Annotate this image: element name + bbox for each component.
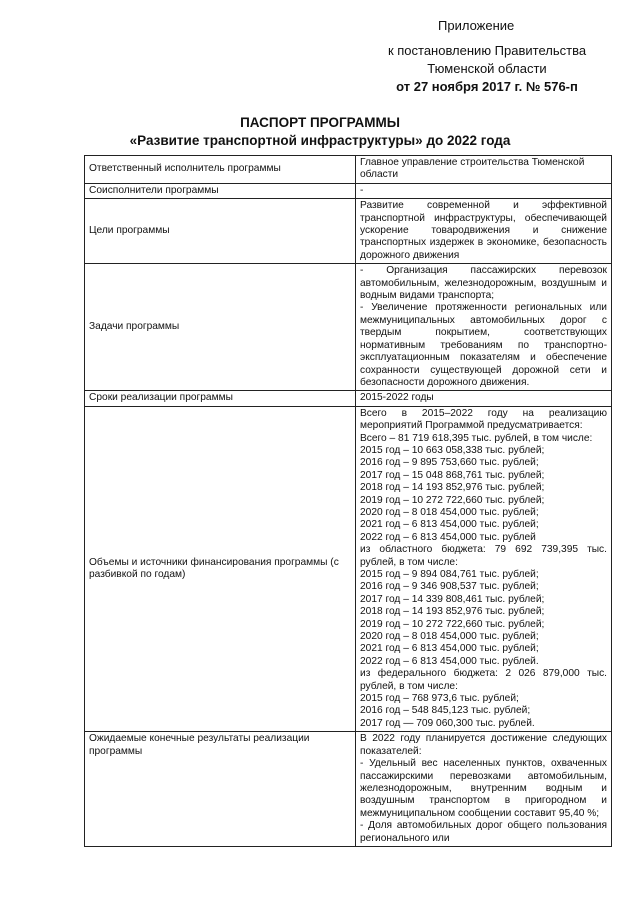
federal-year-line: 2015 год – 768 973,6 тыс. рублей; xyxy=(360,693,519,705)
period-label: Сроки реализации программы xyxy=(85,391,356,406)
executor-label: Ответственный исполнитель программы xyxy=(85,156,356,184)
regional-year-line: 2022 год – 6 813 454,000 тыс. рублей. xyxy=(360,655,539,667)
title-line-2: «Развитие транспортной инфраструктуры» до 2022 года xyxy=(129,133,511,148)
tasks-value xyxy=(356,264,612,391)
decree-line-3: от 27 ноября 2017 г. № 576-п xyxy=(396,79,578,94)
results-value xyxy=(356,732,612,847)
row-period xyxy=(85,391,612,406)
regional-year-line: 2017 год – 14 339 808,461 тыс. рублей; xyxy=(360,593,545,605)
funding-total: Всего – 81 719 618,395 тыс. рублей, в том числе: xyxy=(360,432,593,444)
task-item-1: - Организация пассажирских перевозок автомобильным, железнодорожным, воздушным и водным видами транспорта; xyxy=(360,265,607,302)
tasks-label: Задачи программы xyxy=(85,264,356,391)
funding-year-line: 2020 год – 8 018 454,000 тыс. рублей; xyxy=(360,506,539,518)
funding-year-line: 2015 год – 10 663 058,338 тыс. рублей; xyxy=(360,444,545,456)
row-coexecutors xyxy=(85,183,612,198)
results-label: Ожидаемые конечные результаты реализации программы xyxy=(85,732,356,847)
results-intro: В 2022 году планируется достижение следующих показателей: xyxy=(360,733,607,757)
period-value: 2015-2022 годы xyxy=(356,391,612,406)
regional-year-line: 2016 год – 9 346 908,537 тыс. рублей; xyxy=(360,581,539,593)
regional-year-line: 2020 год – 8 018 454,000 тыс. рублей; xyxy=(360,631,539,643)
funding-label: Объемы и источники финансирования программы (с разбивкой по годам) xyxy=(85,406,356,732)
regional-year-line: 2019 год – 10 272 722,660 тыс. рублей; xyxy=(360,618,545,630)
funding-year-line: 2017 год – 15 048 868,761 тыс. рублей; xyxy=(360,469,545,481)
results-item-2: - Доля автомобильных дорог общего пользования регионального или xyxy=(360,820,607,844)
funding-year-line: 2016 год – 9 895 753,660 тыс. рублей; xyxy=(360,457,539,469)
funding-regional: из областного бюджета: 79 692 739,395 тыс. рублей, в том числе: xyxy=(360,544,607,568)
task-item-2: - Увеличение протяженности региональных или межмуниципальных автомобильных дорог с твердым покрытием, соответствующих нормативным требованиям по транспортно-эксплуатационным показателям и обеспечение сохранности существующей дорожной сети и безопасности дорожного движения. xyxy=(360,302,607,388)
appendix-label: Приложение xyxy=(438,18,515,33)
coexecutors-value: - xyxy=(356,183,612,198)
regional-year-line: 2018 год – 14 193 852,976 тыс. рублей; xyxy=(360,606,545,618)
row-funding xyxy=(85,406,612,732)
title-line-1: ПАСПОРТ ПРОГРАММЫ xyxy=(240,115,400,130)
goals-value: Развитие современной и эффективной транспортной инфраструктуры, обеспечивающей ускорение товародвижения и снижение транспортных издержек в экономике, безопасность дорожного движения xyxy=(356,199,612,264)
row-tasks xyxy=(85,264,612,391)
goals-label: Цели программы xyxy=(85,199,356,264)
row-results xyxy=(85,732,612,847)
funding-intro: Всего в 2015–2022 году на реализацию мероприятий Программой предусматривается: xyxy=(360,407,607,432)
funding-value xyxy=(356,406,612,732)
funding-year-line: 2018 год – 14 193 852,976 тыс. рублей; xyxy=(360,482,545,494)
federal-year-line: 2016 год – 548 845,123 тыс. рублей; xyxy=(360,705,531,717)
regional-year-line: 2015 год – 9 894 084,761 тыс. рублей; xyxy=(360,569,539,580)
row-goals xyxy=(85,199,612,264)
passport-table xyxy=(84,155,612,847)
coexecutors-label: Соисполнители программы xyxy=(85,183,356,198)
decree-line-2: Тюменской области xyxy=(427,61,547,76)
funding-year-line: 2021 год – 6 813 454,000 тыс. рублей; xyxy=(360,519,539,531)
funding-federal: из федерального бюджета: 2 026 879,000 тыс. рублей, в том числе: xyxy=(360,668,607,692)
decree-reference xyxy=(364,42,610,96)
funding-year-line: 2022 год – 6 813 454,000 тыс. рублей xyxy=(360,531,536,543)
regional-year-line: 2021 год – 6 813 454,000 тыс. рублей; xyxy=(360,643,539,655)
results-item-1: - Удельный вес населенных пунктов, охваченных пассажирскими перевозками автомобильным, железнодорожным, внутренним водным и воздушным транспортом в пригородном и межмуниципальном сообщении составит 95,40 %; xyxy=(360,758,607,819)
decree-line-1: к постановлению Правительства xyxy=(387,43,587,58)
federal-year-line: 2017 год — 709 060,300 тыс. рублей. xyxy=(360,717,535,729)
executor-value: Главное управление строительства Тюменской области xyxy=(356,156,612,184)
page-title xyxy=(0,114,640,150)
row-executor xyxy=(85,156,612,184)
funding-year-line: 2019 год – 10 272 722,660 тыс. рублей; xyxy=(360,494,545,506)
